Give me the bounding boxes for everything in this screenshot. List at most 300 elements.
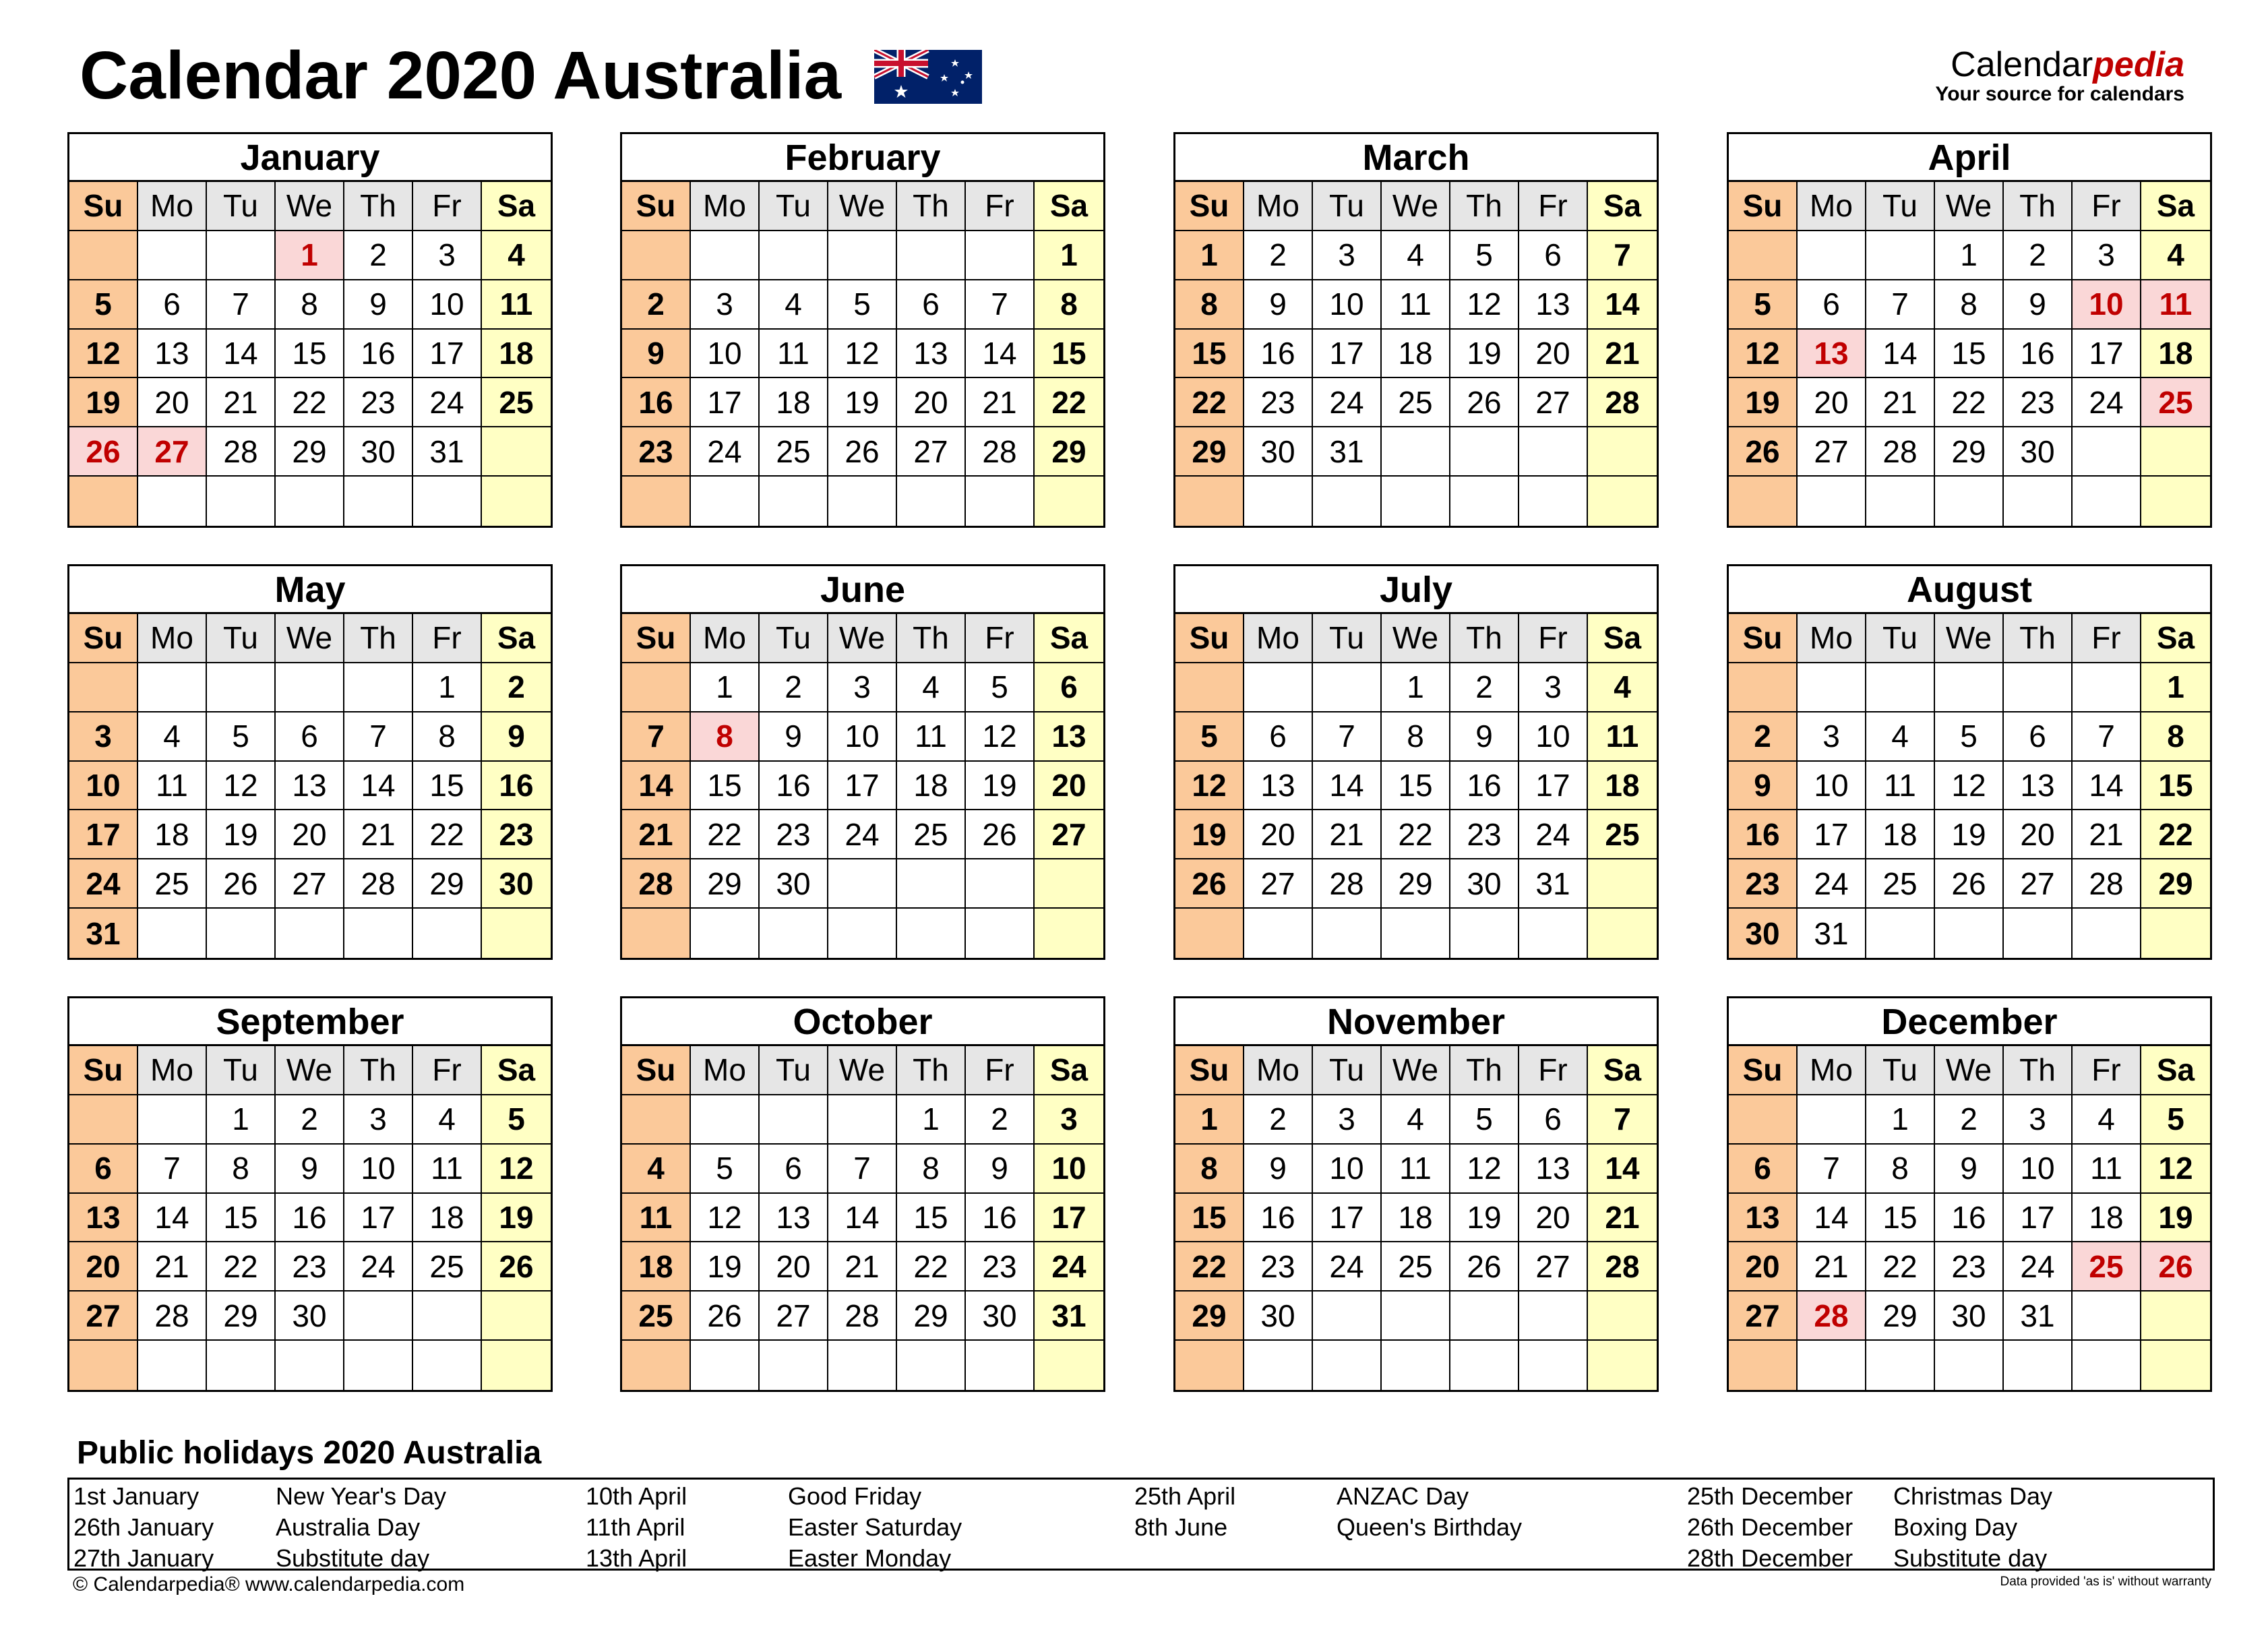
day-cell: 9 — [1244, 280, 1313, 330]
empty-day-cell — [1519, 1292, 1588, 1341]
day-cell: 25 — [622, 1292, 691, 1341]
day-cell: 24 — [69, 859, 138, 909]
day-cell: 23 — [344, 378, 413, 427]
day-cell: 4 — [2141, 231, 2210, 280]
day-cell: 26 — [691, 1292, 760, 1341]
day-cell: 10 — [2073, 280, 2141, 330]
empty-day-cell — [1175, 663, 1244, 712]
day-cell: 6 — [138, 280, 207, 330]
day-cell: 11 — [2073, 1145, 2141, 1194]
day-cell: 16 — [1244, 330, 1313, 379]
day-cell: 13 — [276, 762, 344, 811]
day-cell: 9 — [1450, 712, 1519, 762]
weekday-header: Tu — [1313, 1046, 1382, 1095]
day-cell: 16 — [344, 330, 413, 379]
day-cell: 7 — [1313, 712, 1382, 762]
empty-day-cell — [344, 663, 413, 712]
day-cell: 6 — [1519, 1095, 1588, 1145]
weekday-header: We — [276, 1046, 344, 1095]
day-cell: 30 — [2004, 427, 2073, 477]
empty-day-cell — [1798, 477, 1866, 526]
empty-day-cell — [482, 909, 551, 958]
day-cell: 17 — [1313, 1194, 1382, 1243]
empty-day-cell — [897, 477, 966, 526]
day-cell: 5 — [1729, 280, 1798, 330]
australia-flag-icon — [874, 50, 982, 104]
day-cell: 23 — [966, 1242, 1035, 1292]
day-cell: 24 — [1035, 1242, 1103, 1292]
weekday-header: Su — [69, 182, 138, 231]
day-cell: 13 — [1244, 762, 1313, 811]
day-cell: 26 — [482, 1242, 551, 1292]
day-cell: 22 — [207, 1242, 276, 1292]
day-cell: 25 — [482, 378, 551, 427]
empty-day-cell — [1588, 1341, 1657, 1390]
weekday-header: Mo — [1244, 1046, 1313, 1095]
day-cell: 19 — [691, 1242, 760, 1292]
day-cell: 23 — [1244, 1242, 1313, 1292]
empty-day-cell — [1729, 1095, 1798, 1145]
day-cell: 31 — [413, 427, 482, 477]
footer-copyright: © Calendarpedia® www.calendarpedia.com — [73, 1573, 465, 1596]
day-cell: 24 — [1313, 1242, 1382, 1292]
day-cell: 20 — [760, 1242, 828, 1292]
empty-day-cell — [1450, 1292, 1519, 1341]
month-october — [620, 996, 1105, 1392]
day-cell: 14 — [828, 1194, 897, 1243]
empty-day-cell — [1588, 477, 1657, 526]
day-cell: 4 — [760, 280, 828, 330]
day-cell: 14 — [138, 1194, 207, 1243]
day-cell: 8 — [1175, 1145, 1244, 1194]
day-cell: 6 — [2004, 712, 2073, 762]
day-cell: 28 — [1313, 859, 1382, 909]
day-cell: 10 — [69, 762, 138, 811]
weekday-header: We — [1382, 182, 1450, 231]
weekday-header: We — [1382, 1046, 1450, 1095]
empty-day-cell — [2073, 909, 2141, 958]
empty-day-cell — [1935, 663, 2004, 712]
day-cell: 26 — [828, 427, 897, 477]
weekday-header: We — [828, 614, 897, 663]
day-cell: 13 — [897, 330, 966, 379]
day-cell: 26 — [966, 810, 1035, 859]
holiday-name: Easter Saturday — [788, 1513, 962, 1541]
day-cell: 2 — [2004, 231, 2073, 280]
day-cell: 20 — [2004, 810, 2073, 859]
day-cell: 30 — [966, 1292, 1035, 1341]
empty-day-cell — [69, 663, 138, 712]
empty-day-cell — [2141, 477, 2210, 526]
empty-day-cell — [2004, 1341, 2073, 1390]
day-cell: 29 — [1175, 1292, 1244, 1341]
day-cell: 20 — [1244, 810, 1313, 859]
day-cell: 28 — [1866, 427, 1935, 477]
weekday-header: Mo — [138, 182, 207, 231]
empty-day-cell — [897, 1341, 966, 1390]
day-cell: 23 — [1244, 378, 1313, 427]
empty-day-cell — [344, 477, 413, 526]
day-cell: 8 — [413, 712, 482, 762]
day-cell: 30 — [1935, 1292, 2004, 1341]
day-cell: 17 — [69, 810, 138, 859]
holiday-date: 28th December — [1687, 1544, 1853, 1572]
day-cell: 29 — [897, 1292, 966, 1341]
day-cell: 21 — [138, 1242, 207, 1292]
weekday-header: Su — [1729, 182, 1798, 231]
day-cell: 22 — [413, 810, 482, 859]
day-cell: 10 — [1519, 712, 1588, 762]
day-cell: 29 — [1935, 427, 2004, 477]
weekday-header: Mo — [1798, 1046, 1866, 1095]
day-cell: 17 — [1035, 1194, 1103, 1243]
empty-day-cell — [1866, 909, 1935, 958]
day-cell: 13 — [1519, 1145, 1588, 1194]
empty-day-cell — [2004, 909, 2073, 958]
empty-day-cell — [69, 231, 138, 280]
day-cell: 15 — [2141, 762, 2210, 811]
day-cell: 20 — [1519, 330, 1588, 379]
day-cell: 8 — [1382, 712, 1450, 762]
day-cell: 21 — [207, 378, 276, 427]
day-cell: 18 — [1588, 762, 1657, 811]
day-cell: 2 — [276, 1095, 344, 1145]
weekday-header: Mo — [691, 1046, 760, 1095]
day-cell: 27 — [276, 859, 344, 909]
weekday-header: Tu — [207, 1046, 276, 1095]
day-cell: 3 — [413, 231, 482, 280]
weekday-header: Tu — [207, 182, 276, 231]
weekday-header: Tu — [207, 614, 276, 663]
day-cell: 4 — [138, 712, 207, 762]
day-cell: 26 — [1450, 378, 1519, 427]
day-cell: 27 — [1035, 810, 1103, 859]
day-cell: 21 — [1866, 378, 1935, 427]
day-cell: 24 — [344, 1242, 413, 1292]
weekday-header: Fr — [2073, 614, 2141, 663]
weekday-header: Su — [1175, 1046, 1244, 1095]
day-cell: 3 — [1313, 231, 1382, 280]
day-cell: 4 — [897, 663, 966, 712]
day-cell: 12 — [207, 762, 276, 811]
empty-day-cell — [2141, 909, 2210, 958]
day-cell: 2 — [1244, 231, 1313, 280]
day-cell: 20 — [1519, 1194, 1588, 1243]
weekday-header: Tu — [1313, 614, 1382, 663]
day-cell: 6 — [69, 1145, 138, 1194]
month-july — [1173, 564, 1659, 960]
day-cell: 31 — [2004, 1292, 2073, 1341]
day-cell: 26 — [69, 427, 138, 477]
weekday-header: We — [828, 182, 897, 231]
day-cell: 23 — [622, 427, 691, 477]
holiday-date: 13th April — [586, 1544, 687, 1572]
empty-day-cell — [1588, 1292, 1657, 1341]
day-cell: 29 — [413, 859, 482, 909]
empty-day-cell — [413, 477, 482, 526]
day-cell: 6 — [1035, 663, 1103, 712]
day-cell: 7 — [622, 712, 691, 762]
empty-day-cell — [691, 477, 760, 526]
empty-day-cell — [1588, 859, 1657, 909]
day-cell: 29 — [276, 427, 344, 477]
weekday-header: Tu — [760, 182, 828, 231]
day-cell: 10 — [1035, 1145, 1103, 1194]
holiday-date: 10th April — [586, 1482, 687, 1510]
empty-day-cell — [207, 1341, 276, 1390]
day-cell: 29 — [2141, 859, 2210, 909]
empty-day-cell — [1519, 427, 1588, 477]
day-cell: 15 — [207, 1194, 276, 1243]
holidays-table — [67, 1478, 2215, 1571]
empty-day-cell — [1729, 477, 1798, 526]
day-cell: 13 — [1519, 280, 1588, 330]
day-cell: 17 — [691, 378, 760, 427]
day-cell: 28 — [138, 1292, 207, 1341]
month-name: May — [69, 566, 551, 614]
empty-day-cell — [344, 909, 413, 958]
weekday-header: Sa — [1035, 182, 1103, 231]
weekday-header: We — [1382, 614, 1450, 663]
day-cell: 23 — [482, 810, 551, 859]
weekday-header: Su — [1729, 1046, 1798, 1095]
day-cell: 27 — [897, 427, 966, 477]
day-cell: 19 — [207, 810, 276, 859]
empty-day-cell — [276, 1341, 344, 1390]
day-cell: 11 — [1866, 762, 1935, 811]
month-november — [1173, 996, 1659, 1392]
weekday-header: Tu — [1866, 614, 1935, 663]
holiday-name: Good Friday — [788, 1482, 922, 1510]
empty-day-cell — [2141, 427, 2210, 477]
empty-day-cell — [1519, 909, 1588, 958]
empty-day-cell — [138, 909, 207, 958]
weekday-header: Su — [622, 1046, 691, 1095]
empty-day-cell — [138, 477, 207, 526]
day-cell: 18 — [2141, 330, 2210, 379]
empty-day-cell — [1313, 663, 1382, 712]
weekday-header: Sa — [482, 182, 551, 231]
empty-day-cell — [1450, 427, 1519, 477]
day-cell: 26 — [1935, 859, 2004, 909]
day-cell: 10 — [828, 712, 897, 762]
day-cell: 18 — [413, 1194, 482, 1243]
weekday-header: Fr — [1519, 1046, 1588, 1095]
empty-day-cell — [1382, 1341, 1450, 1390]
empty-day-cell — [2073, 1341, 2141, 1390]
day-cell: 22 — [1175, 1242, 1244, 1292]
empty-day-cell — [760, 1341, 828, 1390]
weekday-header: Fr — [2073, 1046, 2141, 1095]
day-cell: 24 — [2073, 378, 2141, 427]
day-cell: 5 — [482, 1095, 551, 1145]
day-cell: 30 — [1450, 859, 1519, 909]
day-cell: 5 — [2141, 1095, 2210, 1145]
day-cell: 19 — [1175, 810, 1244, 859]
empty-day-cell — [138, 663, 207, 712]
day-cell: 28 — [1798, 1292, 1866, 1341]
day-cell: 3 — [2073, 231, 2141, 280]
month-june — [620, 564, 1105, 960]
day-cell: 27 — [1519, 378, 1588, 427]
weekday-header: Fr — [413, 1046, 482, 1095]
empty-day-cell — [1313, 477, 1382, 526]
month-name: January — [69, 134, 551, 182]
holiday-name: Boxing Day — [1893, 1513, 2018, 1541]
day-cell: 4 — [1866, 712, 1935, 762]
empty-day-cell — [622, 231, 691, 280]
day-cell: 28 — [622, 859, 691, 909]
day-cell: 27 — [2004, 859, 2073, 909]
day-cell: 27 — [1244, 859, 1313, 909]
day-cell: 2 — [622, 280, 691, 330]
day-cell: 15 — [691, 762, 760, 811]
day-cell: 5 — [828, 280, 897, 330]
weekday-header: Sa — [1035, 614, 1103, 663]
day-cell: 3 — [828, 663, 897, 712]
weekday-header: Su — [1729, 614, 1798, 663]
month-grid — [69, 614, 551, 958]
day-cell: 1 — [1382, 663, 1450, 712]
empty-day-cell — [966, 477, 1035, 526]
day-cell: 13 — [2004, 762, 2073, 811]
day-cell: 14 — [1866, 330, 1935, 379]
day-cell: 27 — [138, 427, 207, 477]
day-cell: 2 — [1450, 663, 1519, 712]
day-cell: 11 — [413, 1145, 482, 1194]
empty-day-cell — [1729, 663, 1798, 712]
weekday-header: Th — [1450, 182, 1519, 231]
empty-day-cell — [966, 859, 1035, 909]
day-cell: 31 — [1519, 859, 1588, 909]
holiday-name: Easter Monday — [788, 1544, 952, 1572]
day-cell: 5 — [69, 280, 138, 330]
empty-day-cell — [1798, 663, 1866, 712]
day-cell: 8 — [897, 1145, 966, 1194]
empty-day-cell — [138, 231, 207, 280]
weekday-header: Tu — [760, 1046, 828, 1095]
day-cell: 30 — [276, 1292, 344, 1341]
day-cell: 15 — [1935, 330, 2004, 379]
day-cell: 2 — [344, 231, 413, 280]
empty-day-cell — [966, 1341, 1035, 1390]
footer-disclaimer: Data provided 'as is' without warranty — [2000, 1575, 2211, 1589]
day-cell: 27 — [69, 1292, 138, 1341]
day-cell: 12 — [828, 330, 897, 379]
empty-day-cell — [1244, 477, 1313, 526]
day-cell: 19 — [828, 378, 897, 427]
day-cell: 27 — [1519, 1242, 1588, 1292]
holiday-name: Christmas Day — [1893, 1482, 2053, 1510]
empty-day-cell — [482, 427, 551, 477]
weekday-header: Fr — [966, 182, 1035, 231]
day-cell: 4 — [1382, 231, 1450, 280]
empty-day-cell — [69, 477, 138, 526]
empty-day-cell — [1729, 1341, 1798, 1390]
day-cell: 10 — [691, 330, 760, 379]
empty-day-cell — [2073, 427, 2141, 477]
empty-day-cell — [1382, 909, 1450, 958]
month-name: July — [1175, 566, 1657, 614]
day-cell: 21 — [1798, 1242, 1866, 1292]
day-cell: 12 — [2141, 1145, 2210, 1194]
day-cell: 27 — [1729, 1292, 1798, 1341]
day-cell: 20 — [276, 810, 344, 859]
day-cell: 26 — [2141, 1242, 2210, 1292]
day-cell: 29 — [1175, 427, 1244, 477]
day-cell: 3 — [691, 280, 760, 330]
empty-day-cell — [1244, 1341, 1313, 1390]
day-cell: 7 — [2073, 712, 2141, 762]
empty-day-cell — [1382, 477, 1450, 526]
day-cell: 19 — [1935, 810, 2004, 859]
day-cell: 25 — [138, 859, 207, 909]
day-cell: 12 — [69, 330, 138, 379]
day-cell: 9 — [276, 1145, 344, 1194]
empty-day-cell — [2073, 1292, 2141, 1341]
day-cell: 25 — [1382, 1242, 1450, 1292]
day-cell: 11 — [897, 712, 966, 762]
empty-day-cell — [828, 477, 897, 526]
weekday-header: Su — [69, 1046, 138, 1095]
day-cell: 8 — [1866, 1145, 1935, 1194]
day-cell: 30 — [482, 859, 551, 909]
weekday-header: Mo — [138, 1046, 207, 1095]
empty-day-cell — [1935, 1341, 2004, 1390]
day-cell: 30 — [760, 859, 828, 909]
day-cell: 2 — [482, 663, 551, 712]
empty-day-cell — [413, 1341, 482, 1390]
day-cell: 23 — [1729, 859, 1798, 909]
day-cell: 24 — [1798, 859, 1866, 909]
holiday-name: Queen's Birthday — [1337, 1513, 1523, 1541]
month-grid — [1729, 182, 2210, 526]
day-cell: 25 — [1866, 859, 1935, 909]
weekday-header: Su — [622, 182, 691, 231]
day-cell: 1 — [1866, 1095, 1935, 1145]
day-cell: 26 — [207, 859, 276, 909]
day-cell: 19 — [482, 1194, 551, 1243]
day-cell: 17 — [344, 1194, 413, 1243]
empty-day-cell — [207, 477, 276, 526]
day-cell: 16 — [966, 1194, 1035, 1243]
day-cell: 25 — [2141, 378, 2210, 427]
empty-day-cell — [1866, 477, 1935, 526]
empty-day-cell — [276, 909, 344, 958]
empty-day-cell — [622, 909, 691, 958]
month-name: August — [1729, 566, 2210, 614]
day-cell: 19 — [2141, 1194, 2210, 1243]
day-cell: 22 — [1035, 378, 1103, 427]
day-cell: 13 — [760, 1194, 828, 1243]
day-cell: 14 — [2073, 762, 2141, 811]
day-cell: 26 — [1729, 427, 1798, 477]
day-cell: 9 — [2004, 280, 2073, 330]
day-cell: 12 — [482, 1145, 551, 1194]
day-cell: 19 — [69, 378, 138, 427]
day-cell: 21 — [828, 1242, 897, 1292]
day-cell: 10 — [413, 280, 482, 330]
empty-day-cell — [828, 1095, 897, 1145]
empty-day-cell — [1244, 663, 1313, 712]
empty-day-cell — [1798, 1341, 1866, 1390]
day-cell: 22 — [1866, 1242, 1935, 1292]
day-cell: 20 — [1035, 762, 1103, 811]
day-cell: 7 — [344, 712, 413, 762]
day-cell: 7 — [828, 1145, 897, 1194]
day-cell: 28 — [1588, 378, 1657, 427]
day-cell: 3 — [1519, 663, 1588, 712]
